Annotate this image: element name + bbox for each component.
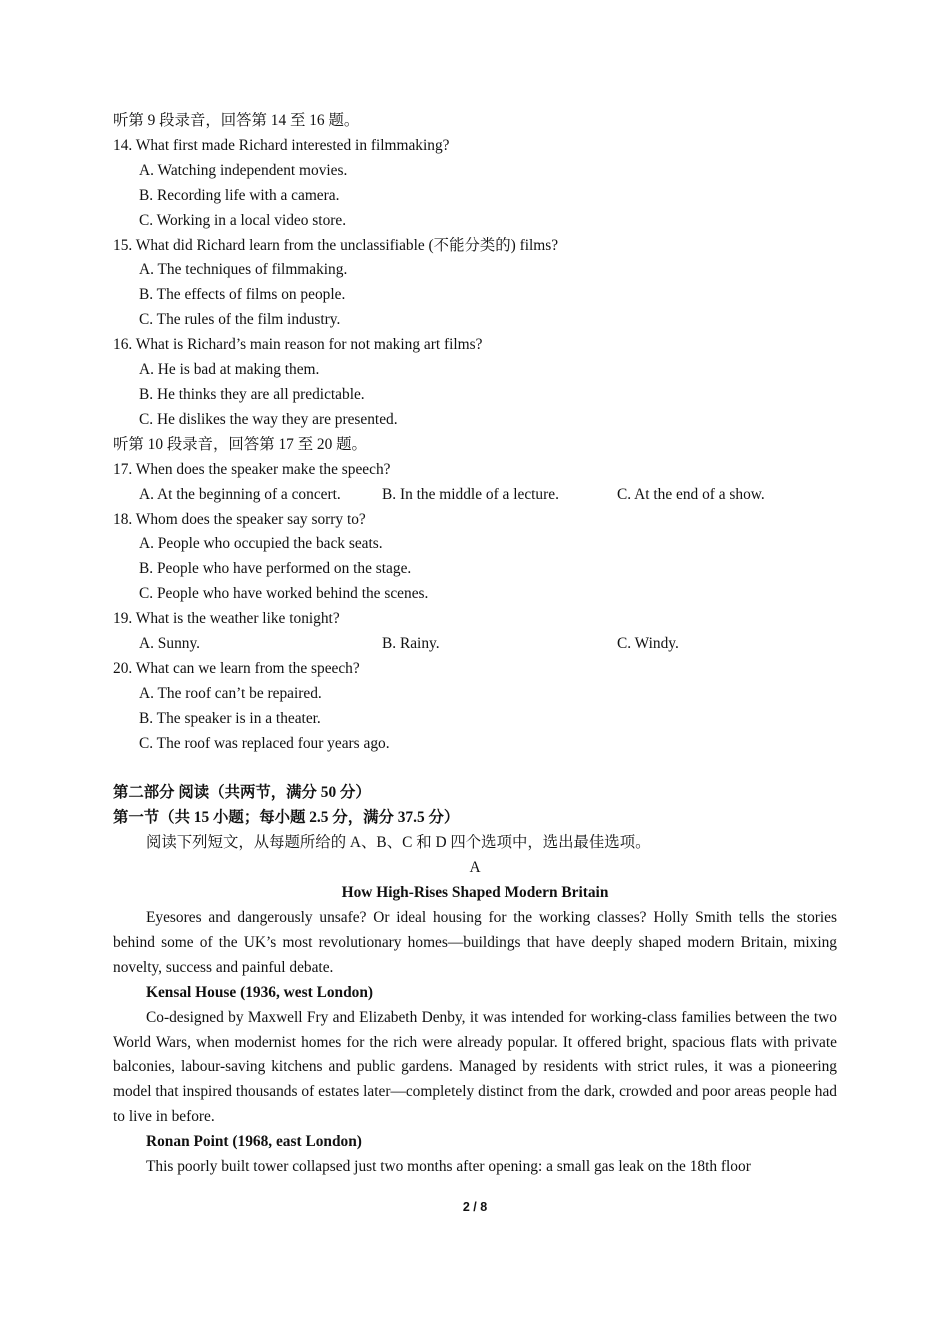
- option-17a: A. At the beginning of a concert.: [139, 485, 341, 503]
- option-17b: B. In the middle of a lecture.: [382, 485, 559, 503]
- question-17: 17. When does the speaker make the speech?: [113, 460, 391, 478]
- options-19: [113, 632, 837, 657]
- question-19: 19. What is the weather like tonight?: [113, 610, 340, 628]
- section-1-title: 第一节（共 15 小题；每小题 2.5 分，满分 37.5 分）: [113, 809, 460, 827]
- option-19c: C. Windy.: [617, 635, 679, 653]
- passage-intro: Eyesores and dangerously unsafe? Or ideal housing for the working classes? Holly Smith tells the stories behind some of the UK’s most revolutionary homes—buildings that have deeply shaped modern Britain, mixing novelty, success and painful debate.: [113, 908, 837, 976]
- ronan-point-text: This poorly built tower collapsed just two months after opening: a small gas leak on the 18th floor: [146, 1158, 751, 1176]
- option-18b: B. People who have performed on the stage.: [139, 560, 412, 578]
- kensal-house-heading: Kensal House (1936, west London): [146, 983, 374, 1001]
- option-18a: A. People who occupied the back seats.: [139, 535, 383, 553]
- page-number: 2 / 8: [462, 1200, 488, 1214]
- passage-letter: A: [469, 859, 481, 877]
- option-14a: A. Watching independent movies.: [139, 161, 348, 179]
- options-17: [113, 483, 837, 508]
- option-16a: A. He is bad at making them.: [139, 361, 320, 379]
- section-10-header: 听第 10 段录音，回答第 17 至 20 题。: [113, 435, 367, 453]
- option-18c: C. People who have worked behind the scenes.: [139, 585, 429, 603]
- passage-title: How High-Rises Shaped Modern Britain: [341, 884, 609, 902]
- question-18: 18. Whom does the speaker say sorry to?: [113, 510, 366, 528]
- section-9-header: 听第 9 段录音，回答第 14 至 16 题。: [113, 112, 360, 129]
- option-14b: B. Recording life with a camera.: [139, 186, 340, 204]
- option-15a: A. The techniques of filmmaking.: [139, 261, 348, 279]
- option-20a: A. The roof can’t be repaired.: [139, 684, 322, 702]
- question-16: 16. What is Richard’s main reason for not making art films?: [113, 336, 483, 354]
- option-16c: C. He dislikes the way they are presented.: [139, 410, 398, 428]
- option-15b: B. The effects of films on people.: [139, 286, 346, 304]
- option-19b: B. Rainy.: [382, 635, 440, 653]
- kensal-house-text: Co-designed by Maxwell Fry and Elizabeth Denby, it was intended for working-class families between the two World Wars, when modernist homes for the rich were already popular. It offered bright, spacious flats with private balconies, labour-saving kitchens and public gardens. Managed by residents with strict rules, it was a pioneering model that inspired thousands of estates later—completely distinct from the dark, crowded and poor areas people had to live in before.: [113, 1008, 837, 1126]
- option-15c: C. The rules of the film industry.: [139, 311, 341, 329]
- exam-page: [113, 109, 837, 1180]
- reading-instruction: 阅读下列短文，从每题所给的 A、B、C 和 D 四个选项中，选出最佳选项。: [146, 834, 651, 852]
- option-19a: A. Sunny.: [139, 635, 200, 653]
- option-17c: C. At the end of a show.: [617, 485, 765, 503]
- option-20c: C. The roof was replaced four years ago.: [139, 734, 390, 752]
- option-16b: B. He thinks they are all predictable.: [139, 385, 365, 403]
- spacer: [113, 757, 837, 782]
- question-15: 15. What did Richard learn from the unclassifiable (不能分类的) films?: [113, 236, 559, 254]
- ronan-point-heading: Ronan Point (1968, east London): [146, 1133, 362, 1151]
- part-2-title: 第二部分 阅读（共两节，满分 50 分）: [113, 784, 371, 802]
- question-14: 14. What first made Richard interested in filmmaking?: [113, 136, 450, 154]
- option-20b: B. The speaker is in a theater.: [139, 709, 321, 727]
- option-14c: C. Working in a local video store.: [139, 211, 347, 229]
- question-20: 20. What can we learn from the speech?: [113, 659, 360, 677]
